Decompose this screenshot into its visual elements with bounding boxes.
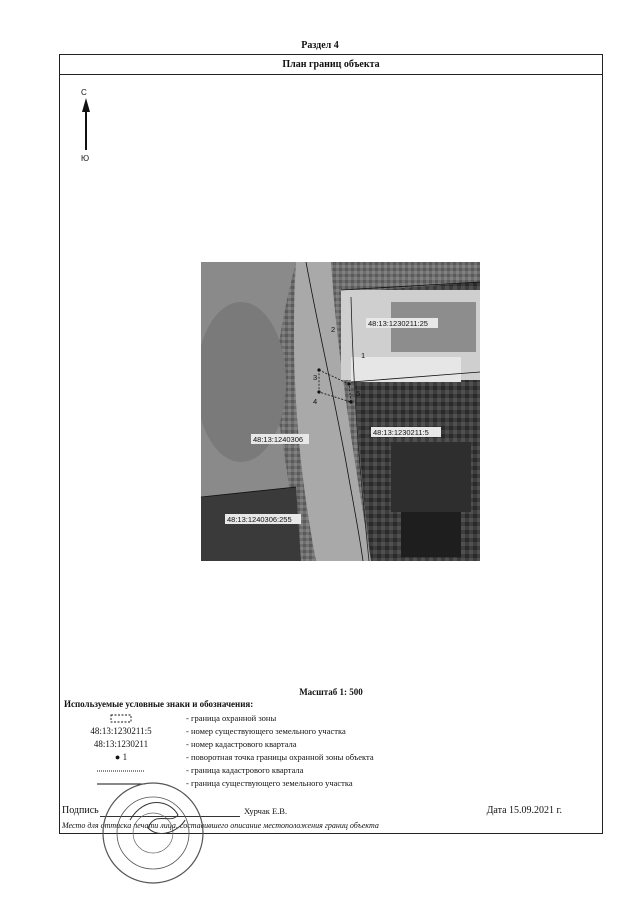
signature-date: Дата 15.09.2021 г. xyxy=(486,805,562,816)
turning-point-icon: ● 1 xyxy=(114,752,128,762)
signer-name: Хурчак Е.В. xyxy=(244,806,288,816)
compass-north-label: С xyxy=(81,88,87,97)
map-point-1: 1 xyxy=(361,351,366,360)
parcel-label-left: 48:13:1240306 xyxy=(253,435,304,444)
stamp-seal-icon xyxy=(100,780,206,886)
legend-row-zone xyxy=(60,712,602,725)
map-point-5: 5 xyxy=(356,389,361,398)
map-point-3: 3 xyxy=(313,373,318,382)
legend-row-quarter-boundary xyxy=(60,764,602,777)
aerial-map xyxy=(201,262,480,561)
signature-label: Подпись xyxy=(62,805,99,816)
legend-title: Используемые условные знаки и обозначения: xyxy=(64,699,254,709)
map-point-4: 4 xyxy=(313,397,318,406)
parcel-label-right: 48:13:1230211:5 xyxy=(373,428,429,437)
legend-row-quarter xyxy=(60,738,602,751)
legend-desc: - граница кадастрового квартала xyxy=(186,765,304,775)
dotted-line-icon xyxy=(62,764,180,777)
legend-desc: - номер существующего земельного участка xyxy=(186,726,346,736)
legend-desc: - граница существующего земельного участка xyxy=(186,778,353,788)
stamp-note: Место для оттиска печати лица, составившего описание местоположения границ объекта xyxy=(62,821,379,830)
legend-desc: - поворотная точка границы охранной зоны объекта xyxy=(186,752,374,762)
plan-title: План границ объекта xyxy=(60,55,602,75)
parcel-label-bottom: 48:13:1240306:255 xyxy=(227,515,292,524)
dashed-rect-icon xyxy=(62,712,180,725)
compass-south-label: Ю xyxy=(81,154,90,163)
legend-desc: - граница охранной зоны xyxy=(186,713,277,723)
legend-row-point xyxy=(60,751,602,764)
map-point-2: 2 xyxy=(331,325,336,334)
parcel-label-top: 48:13:1230211:25 xyxy=(368,319,428,328)
legend-symbol-text: 48:13:1230211:5 xyxy=(90,726,152,736)
north-arrow-icon xyxy=(79,88,95,168)
plan-frame xyxy=(59,54,603,834)
map-scale: Масштаб 1: 500 xyxy=(299,687,363,697)
legend-row-parcel xyxy=(60,725,602,738)
legend-symbol-text: 48:13:1230211 xyxy=(93,739,149,749)
section-title: Раздел 4 xyxy=(301,40,339,51)
legend-desc: - номер кадастрового квартала xyxy=(186,739,297,749)
